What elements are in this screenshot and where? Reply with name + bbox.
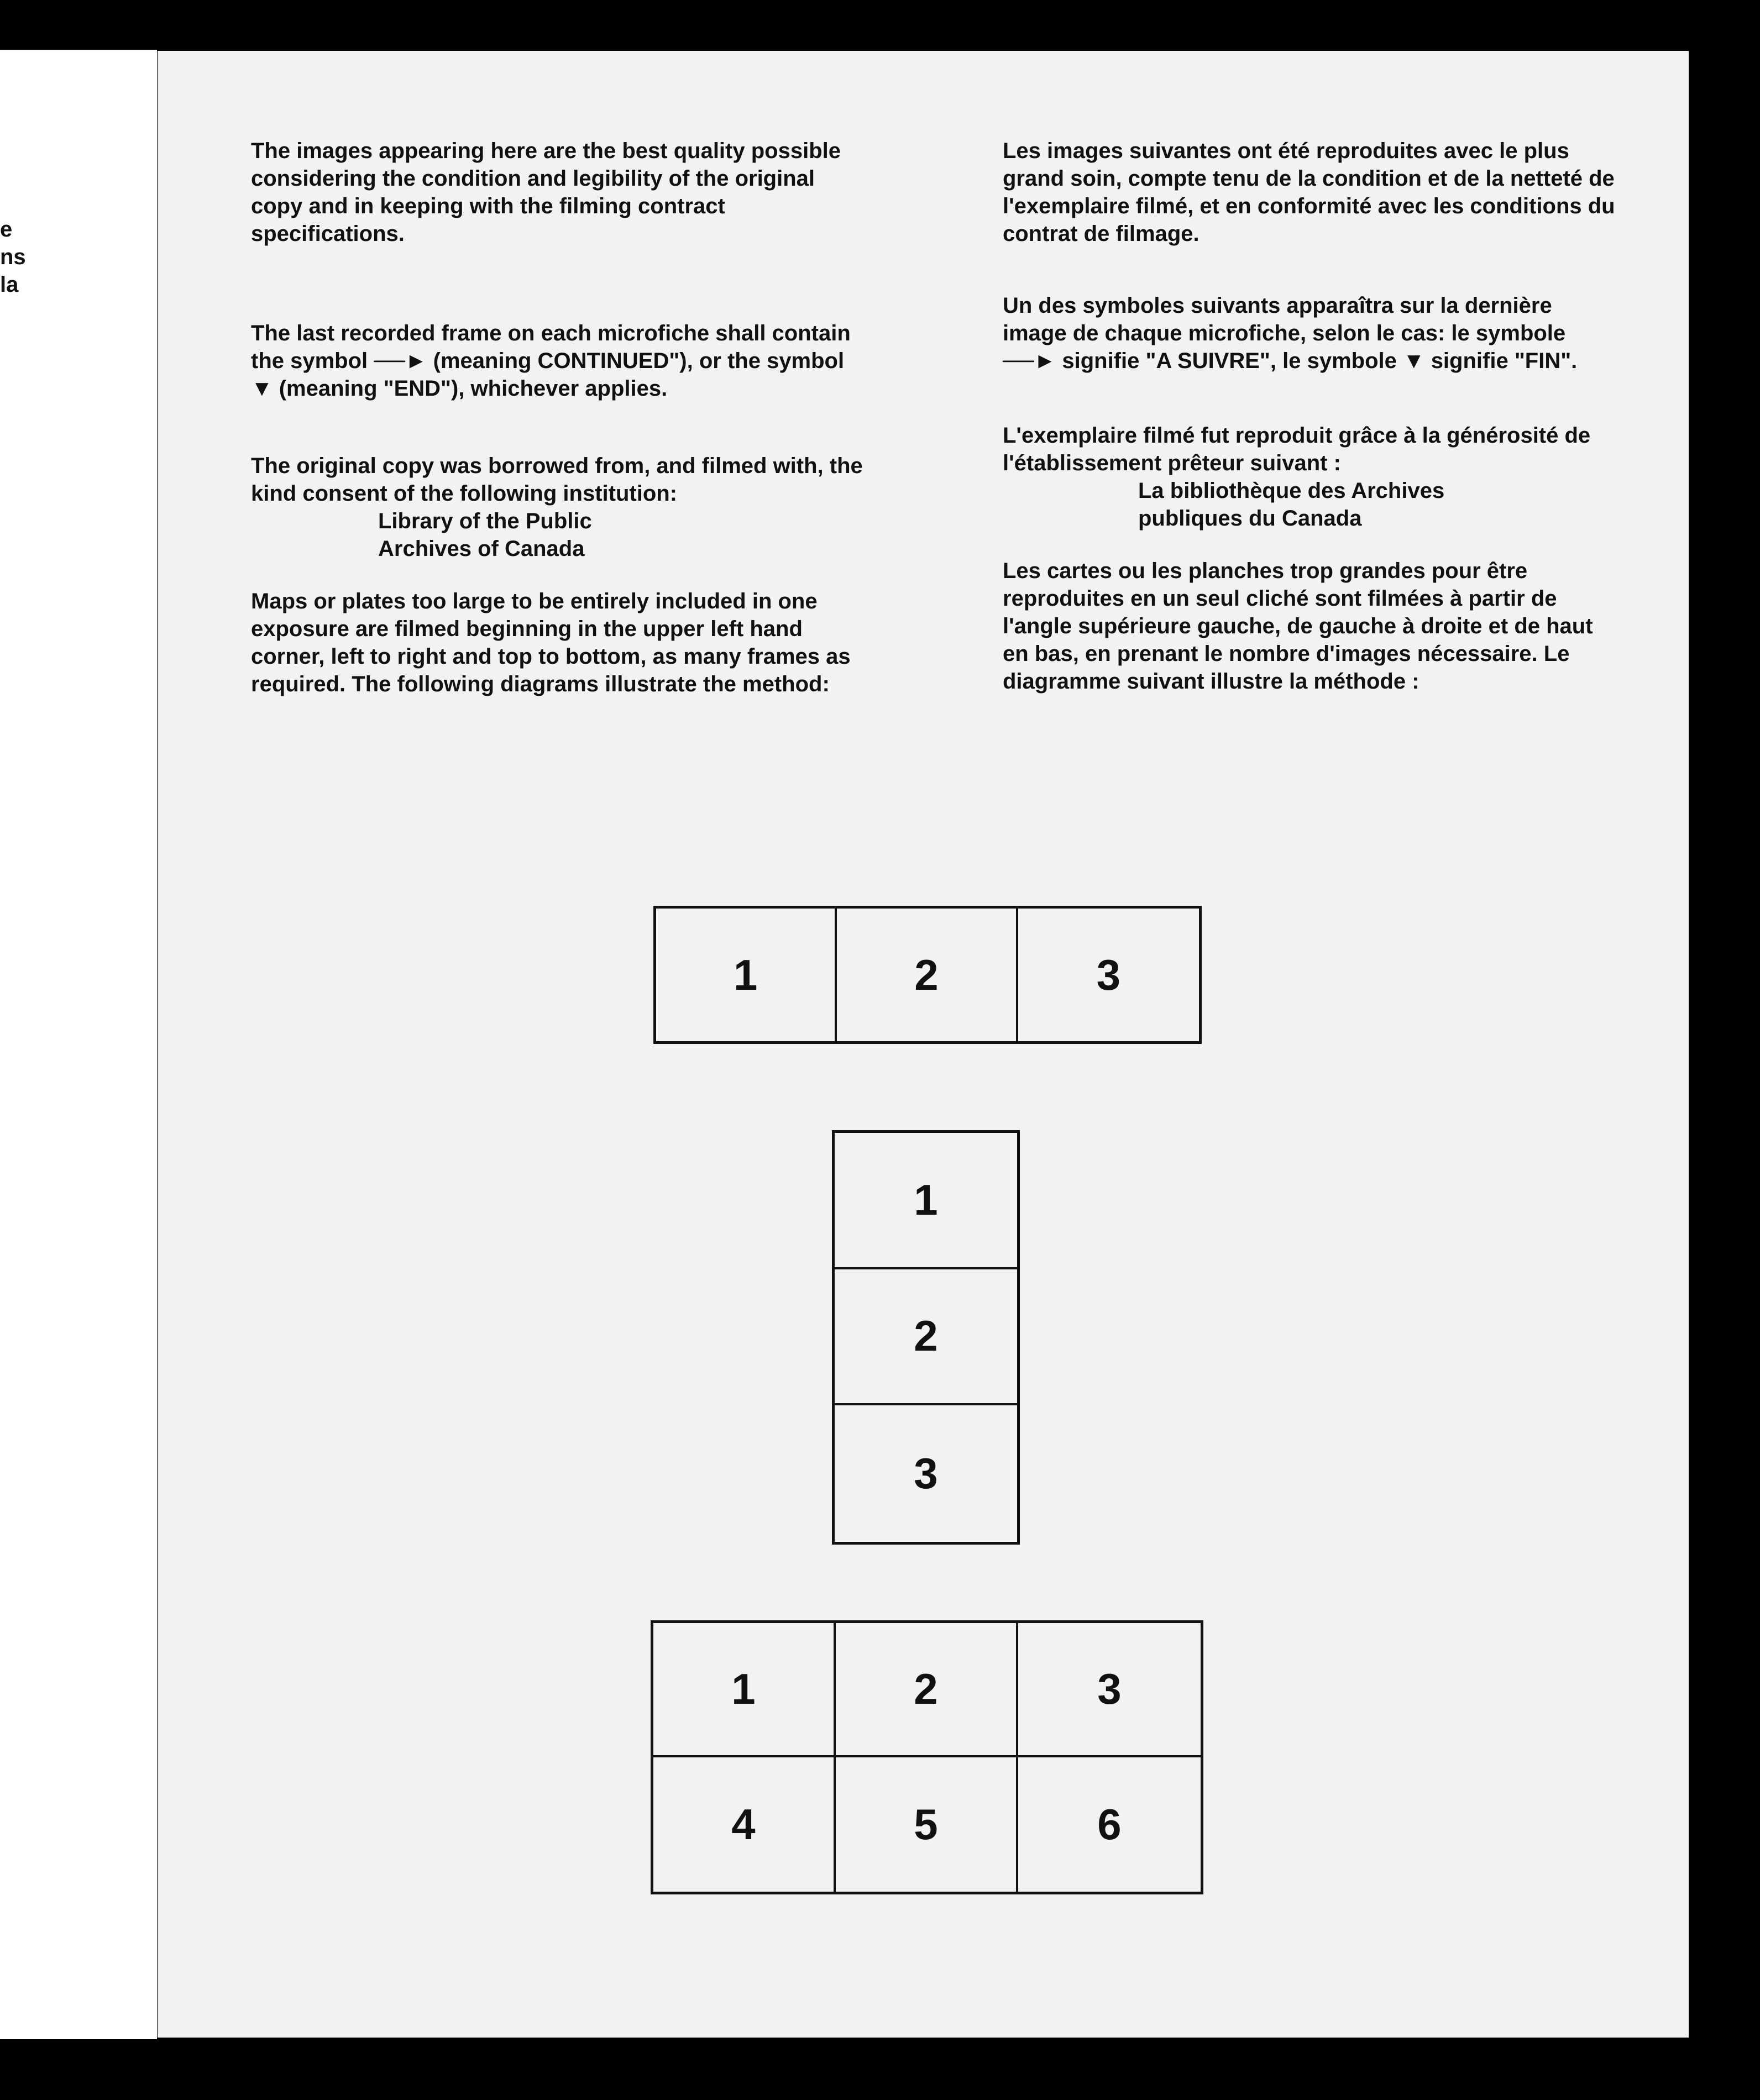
- english-paragraph-institution: The original copy was borrowed from, and filmed with, the kind consent of the following institution:: [251, 454, 863, 506]
- english-paragraph-quality: The images appearing here are the best quality possible considering the condition and legibility of the original copy and in keeping with the filming contract specifications.: [251, 139, 841, 246]
- french-paragraph-symbols: Un des symboles suivants apparaîtra sur la dernière image de chaque microfiche, selon le cas: le symbole ──► signifie "A SUIVRE", le symbole ▼ signifie "FIN".: [1003, 293, 1578, 373]
- frame-cell: 3: [1018, 1623, 1201, 1757]
- french-paragraph-institution: L'exemplaire filmé fut reproduit grâce à la générosité de l'établissement prêteur suivant :: [1003, 423, 1591, 475]
- diagram-horizontal-three-frames: [653, 906, 1202, 1044]
- frame-cell: 2: [837, 909, 1018, 1041]
- english-institution-line1: Library of the Public: [378, 509, 592, 533]
- frame-cell: 1: [653, 1623, 836, 1757]
- diagram-vertical-three-frames: [832, 1130, 1020, 1545]
- french-institution-line1: La bibliothèque des Archives: [1138, 479, 1445, 503]
- frame-cell: 6: [1097, 1800, 1122, 1849]
- frame-cell: 2: [836, 1623, 1018, 1757]
- frame-cell: 5: [836, 1757, 1018, 1892]
- english-paragraph-symbols: The last recorded frame on each microfiche shall contain the symbol ──► (meaning CONTINUED"), or the symbol ▼ (meaning "END"), whichever applies.: [251, 321, 851, 401]
- french-paragraph-quality: Les images suivantes ont été reproduites avec le plus grand soin, compte tenu de la condition et de la netteté de l'exemplaire filmé, et en conformité avec les conditions du contrat de filmage.: [1003, 139, 1615, 246]
- frame-cell: 3: [914, 1449, 938, 1498]
- frame-cell: 4: [653, 1757, 836, 1892]
- french-paragraph-maps: Les cartes ou les planches trop grandes pour être reproduites en un seul cliché sont filmées à partir de l'angle supérieure gauche, de gauche à droite et de haut en bas, en prenant le nombre d'images nécessaire. Le diagramme suivant illustre la méthode :: [1003, 559, 1593, 694]
- english-institution-line2: Archives of Canada: [378, 537, 585, 561]
- frame-cell: 1: [656, 909, 837, 1041]
- fragment-line: ns: [0, 245, 26, 269]
- english-paragraph-maps: Maps or plates too large to be entirely included in one exposure are filmed beginning in the upper left hand corner, left to right and top to bottom, as many frames as required. The following diagrams illustrate the method:: [251, 589, 851, 696]
- diagram-two-by-three-frames: [651, 1620, 1203, 1894]
- previous-page-text-fragment: [0, 216, 26, 298]
- english-column: [251, 137, 870, 698]
- frame-cell: 1: [835, 1133, 1017, 1269]
- frame-cell: 2: [835, 1269, 1017, 1406]
- fragment-line: e: [0, 217, 13, 242]
- previous-page-edge: [0, 50, 157, 2039]
- fragment-line: la: [0, 272, 19, 297]
- frame-cell: 3: [1096, 950, 1121, 999]
- french-column: [1003, 137, 1622, 695]
- french-institution-line2: publiques du Canada: [1138, 506, 1362, 531]
- document-page: [158, 51, 1689, 2038]
